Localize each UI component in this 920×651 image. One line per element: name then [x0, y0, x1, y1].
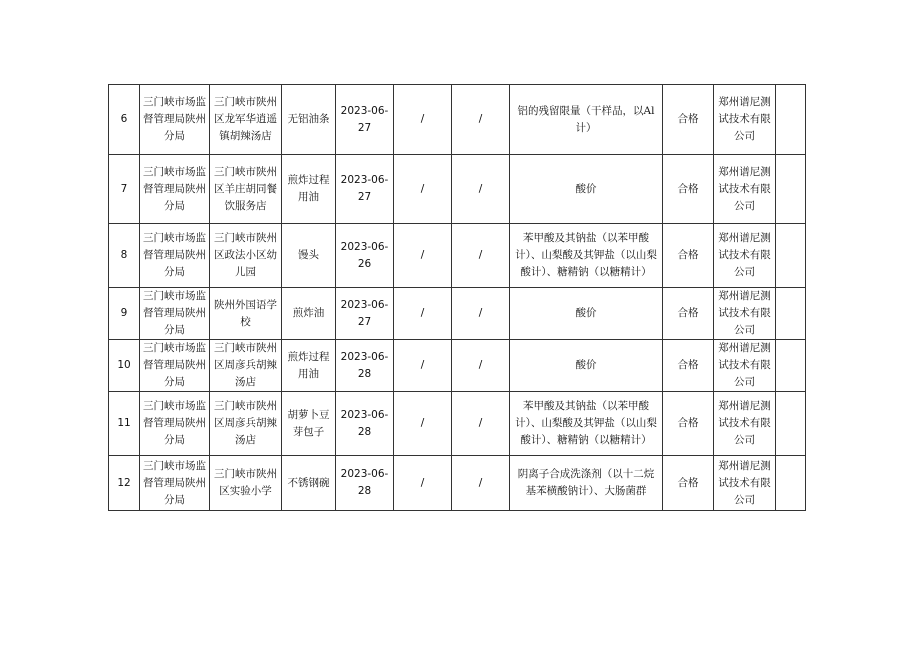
sampling-results-table: [108, 84, 806, 511]
sampled-shop: 三门峡市陕州区羊庄胡同餐饮服务店: [210, 155, 282, 224]
test-result: 合格: [663, 340, 714, 392]
remarks: [776, 288, 806, 340]
empty-field-a: /: [394, 85, 452, 155]
sampled-shop: 陕州外国语学校: [210, 288, 282, 340]
row-number: 7: [109, 155, 140, 224]
table-row: [109, 288, 806, 340]
test-result: 合格: [663, 85, 714, 155]
test-result: 合格: [663, 155, 714, 224]
test-items: 苯甲酸及其钠盐（以苯甲酸计）、山梨酸及其钾盐（以山梨酸计）、糖精钠（以糖精计）: [510, 224, 663, 288]
table-row: [109, 340, 806, 392]
row-number: 10: [109, 340, 140, 392]
sampling-date: 2023-06-26: [336, 224, 394, 288]
sampling-date: 2023-06-27: [336, 288, 394, 340]
empty-field-b: /: [452, 288, 510, 340]
empty-field-b: /: [452, 224, 510, 288]
sampling-date: 2023-06-28: [336, 456, 394, 511]
test-result: 合格: [663, 392, 714, 456]
remarks: [776, 155, 806, 224]
test-items: 酸价: [510, 340, 663, 392]
testing-lab: 郑州谱尼测试技术有限公司: [714, 288, 776, 340]
sampling-unit: 三门峡市场监督管理局陕州分局: [140, 456, 210, 511]
food-name: 无铝油条: [282, 85, 336, 155]
test-items: 酸价: [510, 288, 663, 340]
table-row: [109, 456, 806, 511]
food-name: 煎炸油: [282, 288, 336, 340]
empty-field-a: /: [394, 392, 452, 456]
sampling-unit: 三门峡市场监督管理局陕州分局: [140, 288, 210, 340]
food-name: 煎炸过程用油: [282, 155, 336, 224]
test-items: 铝的残留限量（干样品，以Al计）: [510, 85, 663, 155]
remarks: [776, 340, 806, 392]
row-number: 8: [109, 224, 140, 288]
table-row: [109, 85, 806, 155]
sampled-shop: 三门峡市陕州区实验小学: [210, 456, 282, 511]
empty-field-b: /: [452, 392, 510, 456]
table-row: [109, 224, 806, 288]
empty-field-b: /: [452, 340, 510, 392]
empty-field-a: /: [394, 224, 452, 288]
remarks: [776, 85, 806, 155]
testing-lab: 郑州谱尼测试技术有限公司: [714, 85, 776, 155]
sampling-unit: 三门峡市场监督管理局陕州分局: [140, 85, 210, 155]
sampling-date: 2023-06-28: [336, 392, 394, 456]
empty-field-a: /: [394, 456, 452, 511]
test-items: 阴离子合成洗涤剂（以十二烷基苯横酸钠计）、大肠菌群: [510, 456, 663, 511]
sampling-unit: 三门峡市场监督管理局陕州分局: [140, 224, 210, 288]
sampling-unit: 三门峡市场监督管理局陕州分局: [140, 340, 210, 392]
food-name: 煎炸过程用油: [282, 340, 336, 392]
test-result: 合格: [663, 288, 714, 340]
test-items: 酸价: [510, 155, 663, 224]
sampling-date: 2023-06-27: [336, 155, 394, 224]
sampled-shop: 三门峡市陕州区龙军华逍遥镇胡辣汤店: [210, 85, 282, 155]
row-number: 11: [109, 392, 140, 456]
empty-field-b: /: [452, 155, 510, 224]
empty-field-a: /: [394, 340, 452, 392]
test-result: 合格: [663, 224, 714, 288]
table-row: [109, 392, 806, 456]
food-name: 馒头: [282, 224, 336, 288]
testing-lab: 郑州谱尼测试技术有限公司: [714, 155, 776, 224]
sampled-shop: 三门峡市陕州区周彦兵胡辣汤店: [210, 340, 282, 392]
test-result: 合格: [663, 456, 714, 511]
remarks: [776, 392, 806, 456]
testing-lab: 郑州谱尼测试技术有限公司: [714, 224, 776, 288]
sampling-unit: 三门峡市场监督管理局陕州分局: [140, 155, 210, 224]
sampling-date: 2023-06-27: [336, 85, 394, 155]
empty-field-b: /: [452, 456, 510, 511]
empty-field-a: /: [394, 155, 452, 224]
remarks: [776, 224, 806, 288]
row-number: 9: [109, 288, 140, 340]
sampling-date: 2023-06-28: [336, 340, 394, 392]
sampling-unit: 三门峡市场监督管理局陕州分局: [140, 392, 210, 456]
row-number: 6: [109, 85, 140, 155]
empty-field-a: /: [394, 288, 452, 340]
food-name: 不锈钢碗: [282, 456, 336, 511]
sampled-shop: 三门峡市陕州区周彦兵胡辣汤店: [210, 392, 282, 456]
test-items: 苯甲酸及其钠盐（以苯甲酸计）、山梨酸及其钾盐（以山梨酸计）、糖精钠（以糖精计）: [510, 392, 663, 456]
table-row: [109, 155, 806, 224]
remarks: [776, 456, 806, 511]
row-number: 12: [109, 456, 140, 511]
testing-lab: 郑州谱尼测试技术有限公司: [714, 392, 776, 456]
food-name: 胡萝卜豆芽包子: [282, 392, 336, 456]
testing-lab: 郑州谱尼测试技术有限公司: [714, 340, 776, 392]
testing-lab: 郑州谱尼测试技术有限公司: [714, 456, 776, 511]
sampled-shop: 三门峡市陕州区政法小区幼儿园: [210, 224, 282, 288]
empty-field-b: /: [452, 85, 510, 155]
